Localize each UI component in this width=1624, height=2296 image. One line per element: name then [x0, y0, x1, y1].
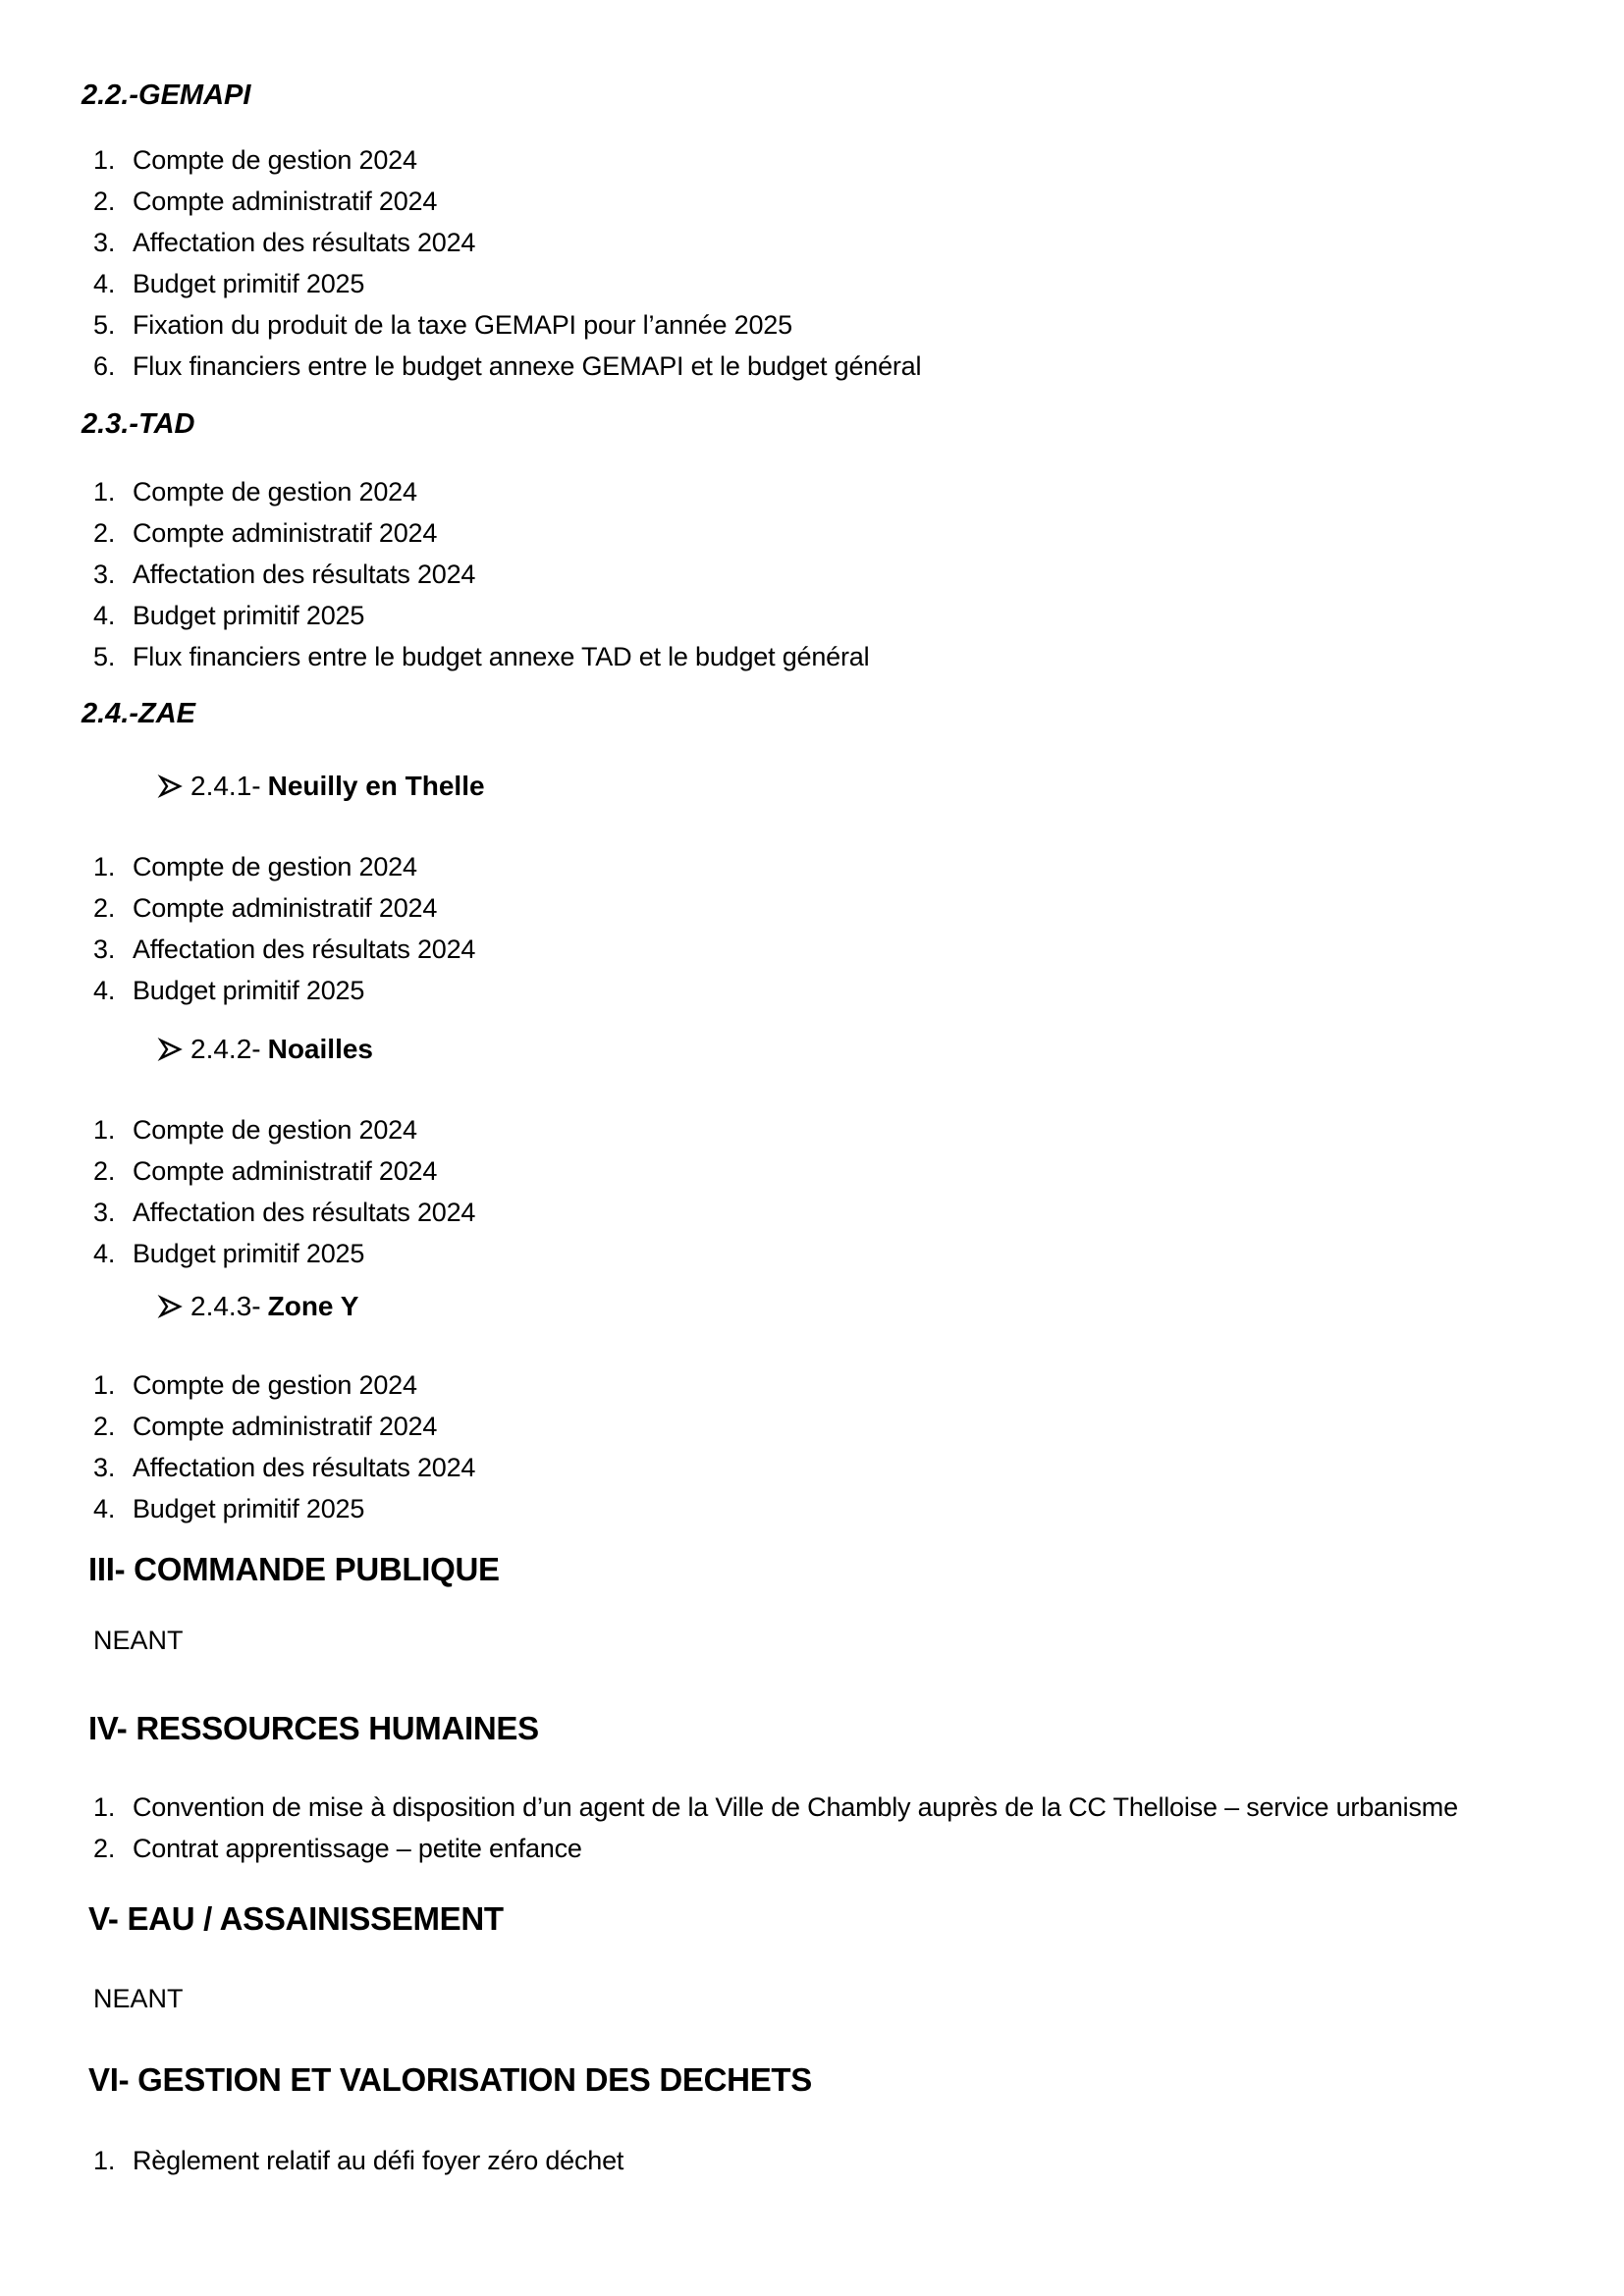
zone-subheading-neuilly-en-thelle	[157, 766, 485, 807]
item-text: Compte administratif 2024	[133, 1412, 438, 1441]
zone-subheading-zone-y	[157, 1286, 358, 1327]
item-number: 1.	[93, 145, 116, 175]
item-text: Budget primitif 2025	[133, 976, 365, 1005]
item-number: 2.	[93, 187, 116, 216]
item-text: Compte administratif 2024	[133, 893, 438, 923]
item-number: 2.	[93, 518, 116, 548]
item-number: 4.	[93, 1494, 116, 1523]
agenda-item	[93, 554, 1604, 595]
subheading-label: Noailles	[267, 1034, 373, 1064]
agenda-item	[93, 846, 1604, 887]
item-number: 2.	[93, 1156, 116, 1186]
item-number: 4.	[93, 269, 116, 298]
agenda-item	[93, 181, 1604, 222]
agenda-item	[93, 595, 1604, 636]
chapter-heading-iii-commande-publique: III- COMMANDE PUBLIQUE	[88, 1551, 500, 1587]
agenda-item	[93, 929, 1604, 970]
arrow-bullet-icon	[157, 773, 184, 800]
agenda-item	[93, 1192, 1604, 1233]
agenda-item	[93, 636, 1604, 677]
agenda-item	[93, 2140, 1604, 2181]
item-number: 3.	[93, 228, 116, 257]
item-text: Affectation des résultats 2024	[133, 934, 476, 964]
item-number: 3.	[93, 1453, 116, 1482]
item-number: 3.	[93, 560, 116, 589]
item-number: 5.	[93, 310, 116, 340]
item-text: Compte de gestion 2024	[133, 852, 417, 881]
item-number: 4.	[93, 976, 116, 1005]
agenda-item	[93, 139, 1604, 181]
agenda-item	[93, 887, 1604, 929]
agenda-list	[93, 1364, 1604, 1529]
item-text: Compte de gestion 2024	[133, 1370, 417, 1400]
agenda-item	[93, 1787, 1604, 1828]
subheading-label: Zone Y	[267, 1291, 359, 1321]
agenda-item	[93, 1488, 1604, 1529]
agenda-item	[93, 471, 1604, 512]
item-text: Affectation des résultats 2024	[133, 1453, 476, 1482]
item-text: Flux financiers entre le budget annexe GEMAPI et le budget général	[133, 351, 922, 381]
agenda-item	[93, 304, 1604, 346]
item-number: 1.	[93, 852, 116, 881]
zone-subheading-noailles	[157, 1029, 373, 1070]
item-text: Contrat apprentissage – petite enfance	[133, 1834, 582, 1863]
agenda-item	[93, 1150, 1604, 1192]
item-text: Convention de mise à disposition d’un agent de la Ville de Chambly auprès de la CC Thelloise – service urbanisme	[133, 1792, 1458, 1822]
chapter-heading-vi-gestion-et-valorisation-des-dechets: VI- GESTION ET VALORISATION DES DECHETS	[88, 2061, 812, 2098]
item-number: 2.	[93, 1834, 116, 1863]
agenda-list	[93, 1109, 1604, 1274]
item-text: Compte administratif 2024	[133, 518, 438, 548]
item-number: 3.	[93, 934, 116, 964]
item-text: Fixation du produit de la taxe GEMAPI pour l’année 2025	[133, 310, 792, 340]
item-number: 1.	[93, 2146, 116, 2175]
agenda-item	[93, 1364, 1604, 1406]
agenda-item	[93, 263, 1604, 304]
agenda-item	[93, 222, 1604, 263]
agenda-item	[93, 970, 1604, 1011]
item-number: 4.	[93, 601, 116, 630]
item-text: Règlement relatif au défi foyer zéro déchet	[133, 2146, 624, 2175]
agenda-item	[93, 1406, 1604, 1447]
item-number: 1.	[93, 1370, 116, 1400]
item-text: Budget primitif 2025	[133, 269, 365, 298]
agenda-item	[93, 1233, 1604, 1274]
section-heading-2-3-tad: 2.3.-TAD	[81, 408, 195, 440]
subheading-number: 2.4.1-	[190, 771, 261, 801]
agenda-list	[93, 846, 1604, 1011]
item-text: Budget primitif 2025	[133, 601, 365, 630]
subheading-number: 2.4.3-	[190, 1291, 261, 1321]
arrow-bullet-icon	[157, 1293, 184, 1320]
item-text: Flux financiers entre le budget annexe TAD et le budget général	[133, 642, 870, 671]
item-number: 1.	[93, 477, 116, 507]
agenda-list	[93, 139, 1604, 387]
status-text: NEANT	[93, 1626, 184, 1655]
agenda-item	[93, 512, 1604, 554]
item-number: 2.	[93, 1412, 116, 1441]
item-text: Budget primitif 2025	[133, 1239, 365, 1268]
subheading-label: Neuilly en Thelle	[267, 771, 485, 801]
agenda-list	[93, 2140, 1604, 2181]
agenda-item	[93, 346, 1604, 387]
item-text: Budget primitif 2025	[133, 1494, 365, 1523]
item-number: 3.	[93, 1198, 116, 1227]
section-heading-2-2-gemapi: 2.2.-GEMAPI	[81, 80, 251, 111]
item-number: 5.	[93, 642, 116, 671]
section-heading-2-4-zae: 2.4.-ZAE	[81, 698, 196, 729]
item-number: 1.	[93, 1115, 116, 1145]
item-number: 1.	[93, 1792, 116, 1822]
item-text: Affectation des résultats 2024	[133, 1198, 476, 1227]
arrow-bullet-icon	[157, 1036, 184, 1063]
status-text: NEANT	[93, 1984, 184, 2013]
agenda-item	[93, 1447, 1604, 1488]
chapter-heading-iv-ressources-humaines: IV- RESSOURCES HUMAINES	[88, 1710, 539, 1746]
item-text: Compte de gestion 2024	[133, 145, 417, 175]
item-number: 2.	[93, 893, 116, 923]
agenda-list	[93, 471, 1604, 677]
item-number: 4.	[93, 1239, 116, 1268]
item-text: Affectation des résultats 2024	[133, 560, 476, 589]
subheading-number: 2.4.2-	[190, 1034, 261, 1064]
item-text: Compte de gestion 2024	[133, 477, 417, 507]
item-text: Compte de gestion 2024	[133, 1115, 417, 1145]
item-text: Compte administratif 2024	[133, 1156, 438, 1186]
chapter-heading-v-eau-assainissement: V- EAU / ASSAINISSEMENT	[88, 1900, 504, 1937]
agenda-item	[93, 1828, 1604, 1869]
item-text: Compte administratif 2024	[133, 187, 438, 216]
item-text: Affectation des résultats 2024	[133, 228, 476, 257]
agenda-list	[93, 1787, 1604, 1869]
agenda-item	[93, 1109, 1604, 1150]
item-number: 6.	[93, 351, 116, 381]
